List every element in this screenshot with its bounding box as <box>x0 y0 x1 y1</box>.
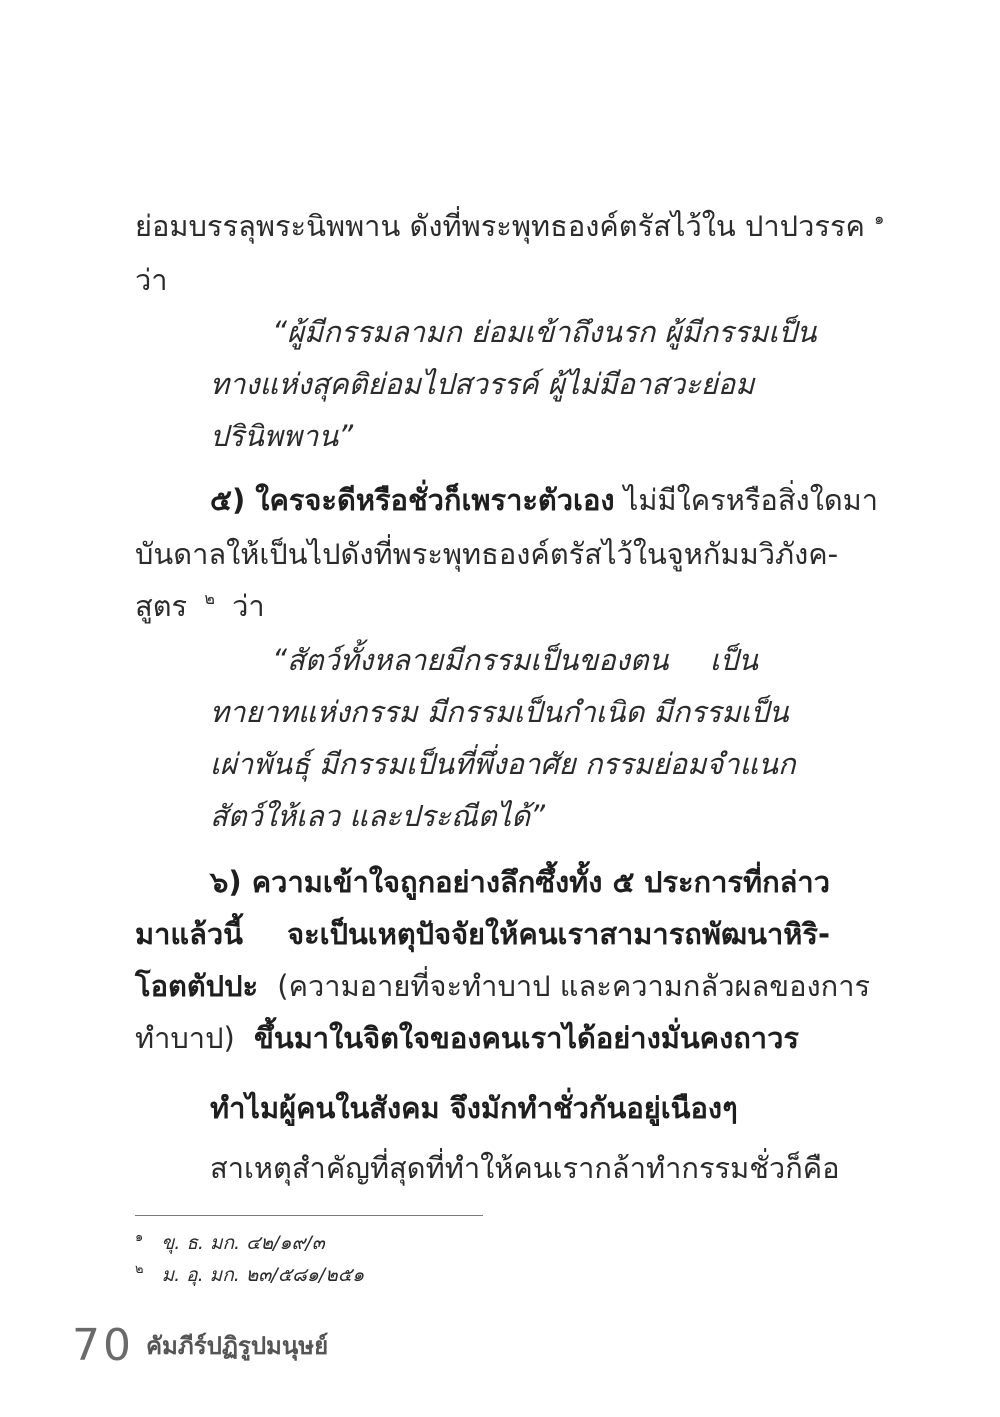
quote-1-text-1: “ผู้มีกรรมลามก ย่อมเข้าถึงนรก ผู้มีกรรมเป็น <box>272 315 817 349</box>
quote-1-line-2 <box>210 364 830 404</box>
quote-2-text-3: เผ่าพันธุ์ มีกรรมเป็นที่พึ่งอาศัย กรรมย่อมจำแนก <box>210 747 796 781</box>
paragraph-1-text-2: ว่า <box>135 263 168 297</box>
quote-2-line-3 <box>210 744 830 784</box>
point-6-text-1a: ๖) ความเข้าใจถูกอย่างลึกซึ้งทั้ง ๕ <box>210 865 635 899</box>
point-6-text-2b: จะเป็นเหตุปัจจัยให้คนเราสามารถพัฒนาหิริ- <box>287 917 830 951</box>
footnote-ref-1: ๑ <box>874 209 885 228</box>
quote-2-text-1b: เป็น <box>709 643 758 677</box>
paragraph-2-text-2b: ดังที่พระพุทธองค์ตรัสไว้ใน <box>340 537 667 571</box>
quote-2-text-2: ทายาทแห่งกรรม มีกรรมเป็นกำเนิด มีกรรมเป็น <box>210 695 789 729</box>
point-6-text-3: (ความอายที่จะทำบาป และความกลัวผลของการ <box>277 969 871 1003</box>
quote-1-line-1 <box>272 312 832 352</box>
footnote-ref-2: ๒ <box>204 589 215 608</box>
paragraph-2-text-2c: จูหกัมมวิภังค- <box>666 537 839 571</box>
quote-1-text-3: ปรินิพพาน” <box>210 419 354 453</box>
paragraph-4-text-1a: สาเหตุสำคัญที่สุดที่ทำให้คนเรากล้าทำกรรมชั่ว <box>210 1151 786 1185</box>
paragraph-3-line-2 <box>135 914 830 954</box>
paragraph-2-text-1: ไม่มีใครหรือสิ่งใดมา <box>614 483 879 517</box>
section-heading <box>210 1088 830 1128</box>
quote-1-line-3 <box>210 416 830 456</box>
paragraph-2-text-3a: สูตร <box>135 589 188 623</box>
quote-2-text-4: สัตว์ให้เลว และประณีตได้” <box>210 799 546 833</box>
section-heading-text: ทำไมผู้คนในสังคม จึงมักทำชั่วกันอยู่เนืองๆ <box>210 1091 738 1125</box>
point-5-heading: ๕) ใครจะดีหรือชั่วก็เพราะตัวเอง <box>210 483 615 517</box>
quote-1-text-2: ทางแห่งสุคติย่อมไปสวรรค์ ผู้ไม่มีอาสวะย่อม <box>210 367 755 401</box>
footnote-2-number: ๒ <box>135 1262 144 1277</box>
paragraph-1-line-2 <box>135 260 835 300</box>
paragraph-4-line-1 <box>210 1148 840 1188</box>
paragraph-2-line-2 <box>135 534 839 574</box>
footnote-1 <box>135 1230 325 1259</box>
paragraph-3-line-3 <box>135 966 871 1006</box>
point-6-text-4a: ทำบาป) <box>135 1021 235 1055</box>
footnote-1-text: ขุ. ธ. มก. ๔๒/๑๙/๓ <box>161 1232 325 1254</box>
quote-2-line-2 <box>210 692 830 732</box>
point-6-term: โอตตัปปะ <box>135 969 259 1003</box>
footnote-divider <box>135 1215 483 1216</box>
paragraph-3-line-1 <box>210 862 830 902</box>
paragraph-2-line-1 <box>210 480 879 520</box>
footnote-1-number: ๑ <box>135 1230 144 1245</box>
paragraph-2-line-3 <box>135 586 830 631</box>
paragraph-4-text-1b: ก็คือ <box>785 1151 840 1185</box>
point-6-text-1b: ประการที่กล่าว <box>644 865 830 899</box>
point-6-text-4b: ขึ้นมาในจิตใจของคนเราได้อย่างมั่นคงถาวร <box>254 1021 799 1055</box>
paragraph-1-line-1 <box>135 206 885 251</box>
point-6-text-2a: มาแล้วนี้ <box>135 917 243 951</box>
paragraph-1-text: ย่อมบรรลุพระนิพพาน ดังที่พระพุทธองค์ตรัสไว้ใน ปาปวรรค <box>135 209 865 243</box>
quote-2-line-1 <box>272 640 758 680</box>
footnote-2 <box>135 1262 364 1291</box>
page-number: 70 <box>72 1320 134 1371</box>
quote-2-line-4 <box>210 796 830 836</box>
paragraph-2-text-2a: บันดาลให้เป็นไป <box>135 537 341 571</box>
book-title: คัมภีร์ปฏิรูปมนุษย์ <box>146 1332 329 1360</box>
paragraph-3-line-4 <box>135 1018 830 1058</box>
footnote-2-text: ม. อุ. มก. ๒๓/๕๘๑/๒๕๑ <box>161 1264 365 1286</box>
paragraph-2-text-3b: ว่า <box>232 589 265 623</box>
quote-2-text-1a: “สัตว์ทั้งหลายมีกรรมเป็นของตน <box>272 643 669 677</box>
